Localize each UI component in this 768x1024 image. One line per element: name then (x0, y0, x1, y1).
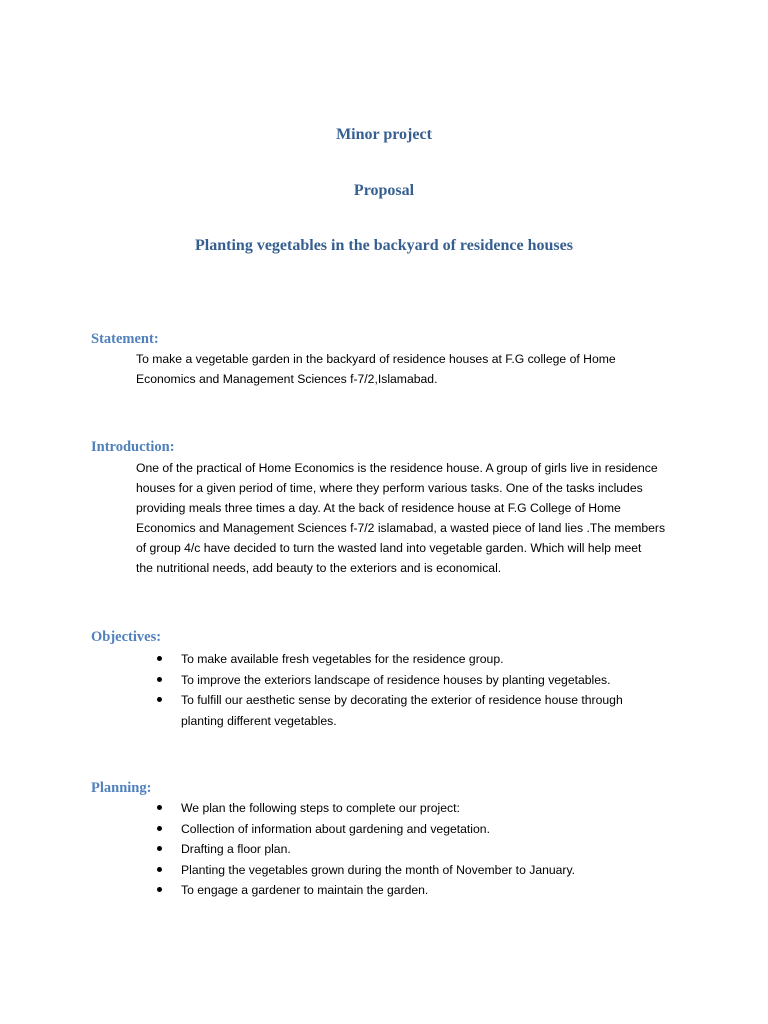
document-title: Minor project (336, 126, 432, 143)
bullet-icon (157, 846, 162, 851)
list-item (154, 649, 674, 670)
introduction-heading: Introduction: (91, 439, 175, 455)
list-item (154, 798, 674, 819)
list-item-text: planting different vegetables. (181, 713, 337, 728)
list-item (154, 880, 674, 901)
bullet-icon (157, 677, 162, 682)
objectives-heading: Objectives: (91, 629, 162, 645)
introduction-line: the nutritional needs, add beauty to the exteriors and is economical. (136, 561, 502, 575)
project-title: Planting vegetables in the backyard of residence houses (195, 237, 573, 254)
introduction-line: Economics and Management Sciences f-7/2 islamabad, a wasted piece of land lies .The members (136, 521, 666, 535)
bullet-icon (157, 656, 162, 661)
introduction-line: One of the practical of Home Economics is the residence house. A group of girls live in residence (136, 461, 658, 475)
document-subtitle: Proposal (353, 182, 415, 199)
introduction-line: houses for a given period of time, where they perform various tasks. One of the tasks includes (136, 481, 643, 495)
list-item-text: We plan the following steps to complete our project: (181, 801, 460, 815)
list-item-text: Drafting a floor plan. (181, 842, 291, 856)
introduction-line: providing meals three times a day. At the back of residence house at F.G College of Home (136, 501, 621, 515)
list-item-text: To fulfill our aesthetic sense by decorating the exterior of residence house through (181, 693, 623, 707)
bullet-icon (157, 826, 162, 831)
list-item-text: To engage a gardener to maintain the garden. (181, 883, 429, 897)
introduction-line: of group 4/c have decided to turn the wasted land into vegetable garden. Which will help meet (136, 541, 642, 555)
planning-heading: Planning: (91, 780, 152, 796)
statement-line: To make a vegetable garden in the backyard of residence houses at F.G college of Home (136, 352, 616, 366)
statement-line: Economics and Management Sciences f-7/2,Islamabad. (136, 372, 438, 386)
list-item-text: To improve the exteriors landscape of residence houses by planting vegetables. (181, 672, 611, 687)
objectives-list (154, 649, 674, 731)
bullet-icon (157, 887, 162, 892)
list-item-text: Collection of information about gardening and vegetation. (181, 821, 490, 836)
list-item (154, 670, 674, 691)
list-item-text: Planting the vegetables grown during the month of November to January. (181, 862, 576, 877)
statement-paragraph (136, 349, 676, 389)
introduction-paragraph (136, 458, 676, 578)
statement-heading: Statement: (91, 331, 159, 347)
list-item (154, 860, 674, 881)
bullet-icon (157, 697, 162, 702)
bullet-icon (157, 867, 162, 872)
planning-list (154, 798, 674, 901)
list-item (154, 819, 674, 840)
list-item (154, 690, 674, 731)
bullet-icon (157, 805, 162, 810)
list-item (154, 839, 674, 860)
list-item-text: To make available fresh vegetables for the residence group. (181, 652, 504, 666)
